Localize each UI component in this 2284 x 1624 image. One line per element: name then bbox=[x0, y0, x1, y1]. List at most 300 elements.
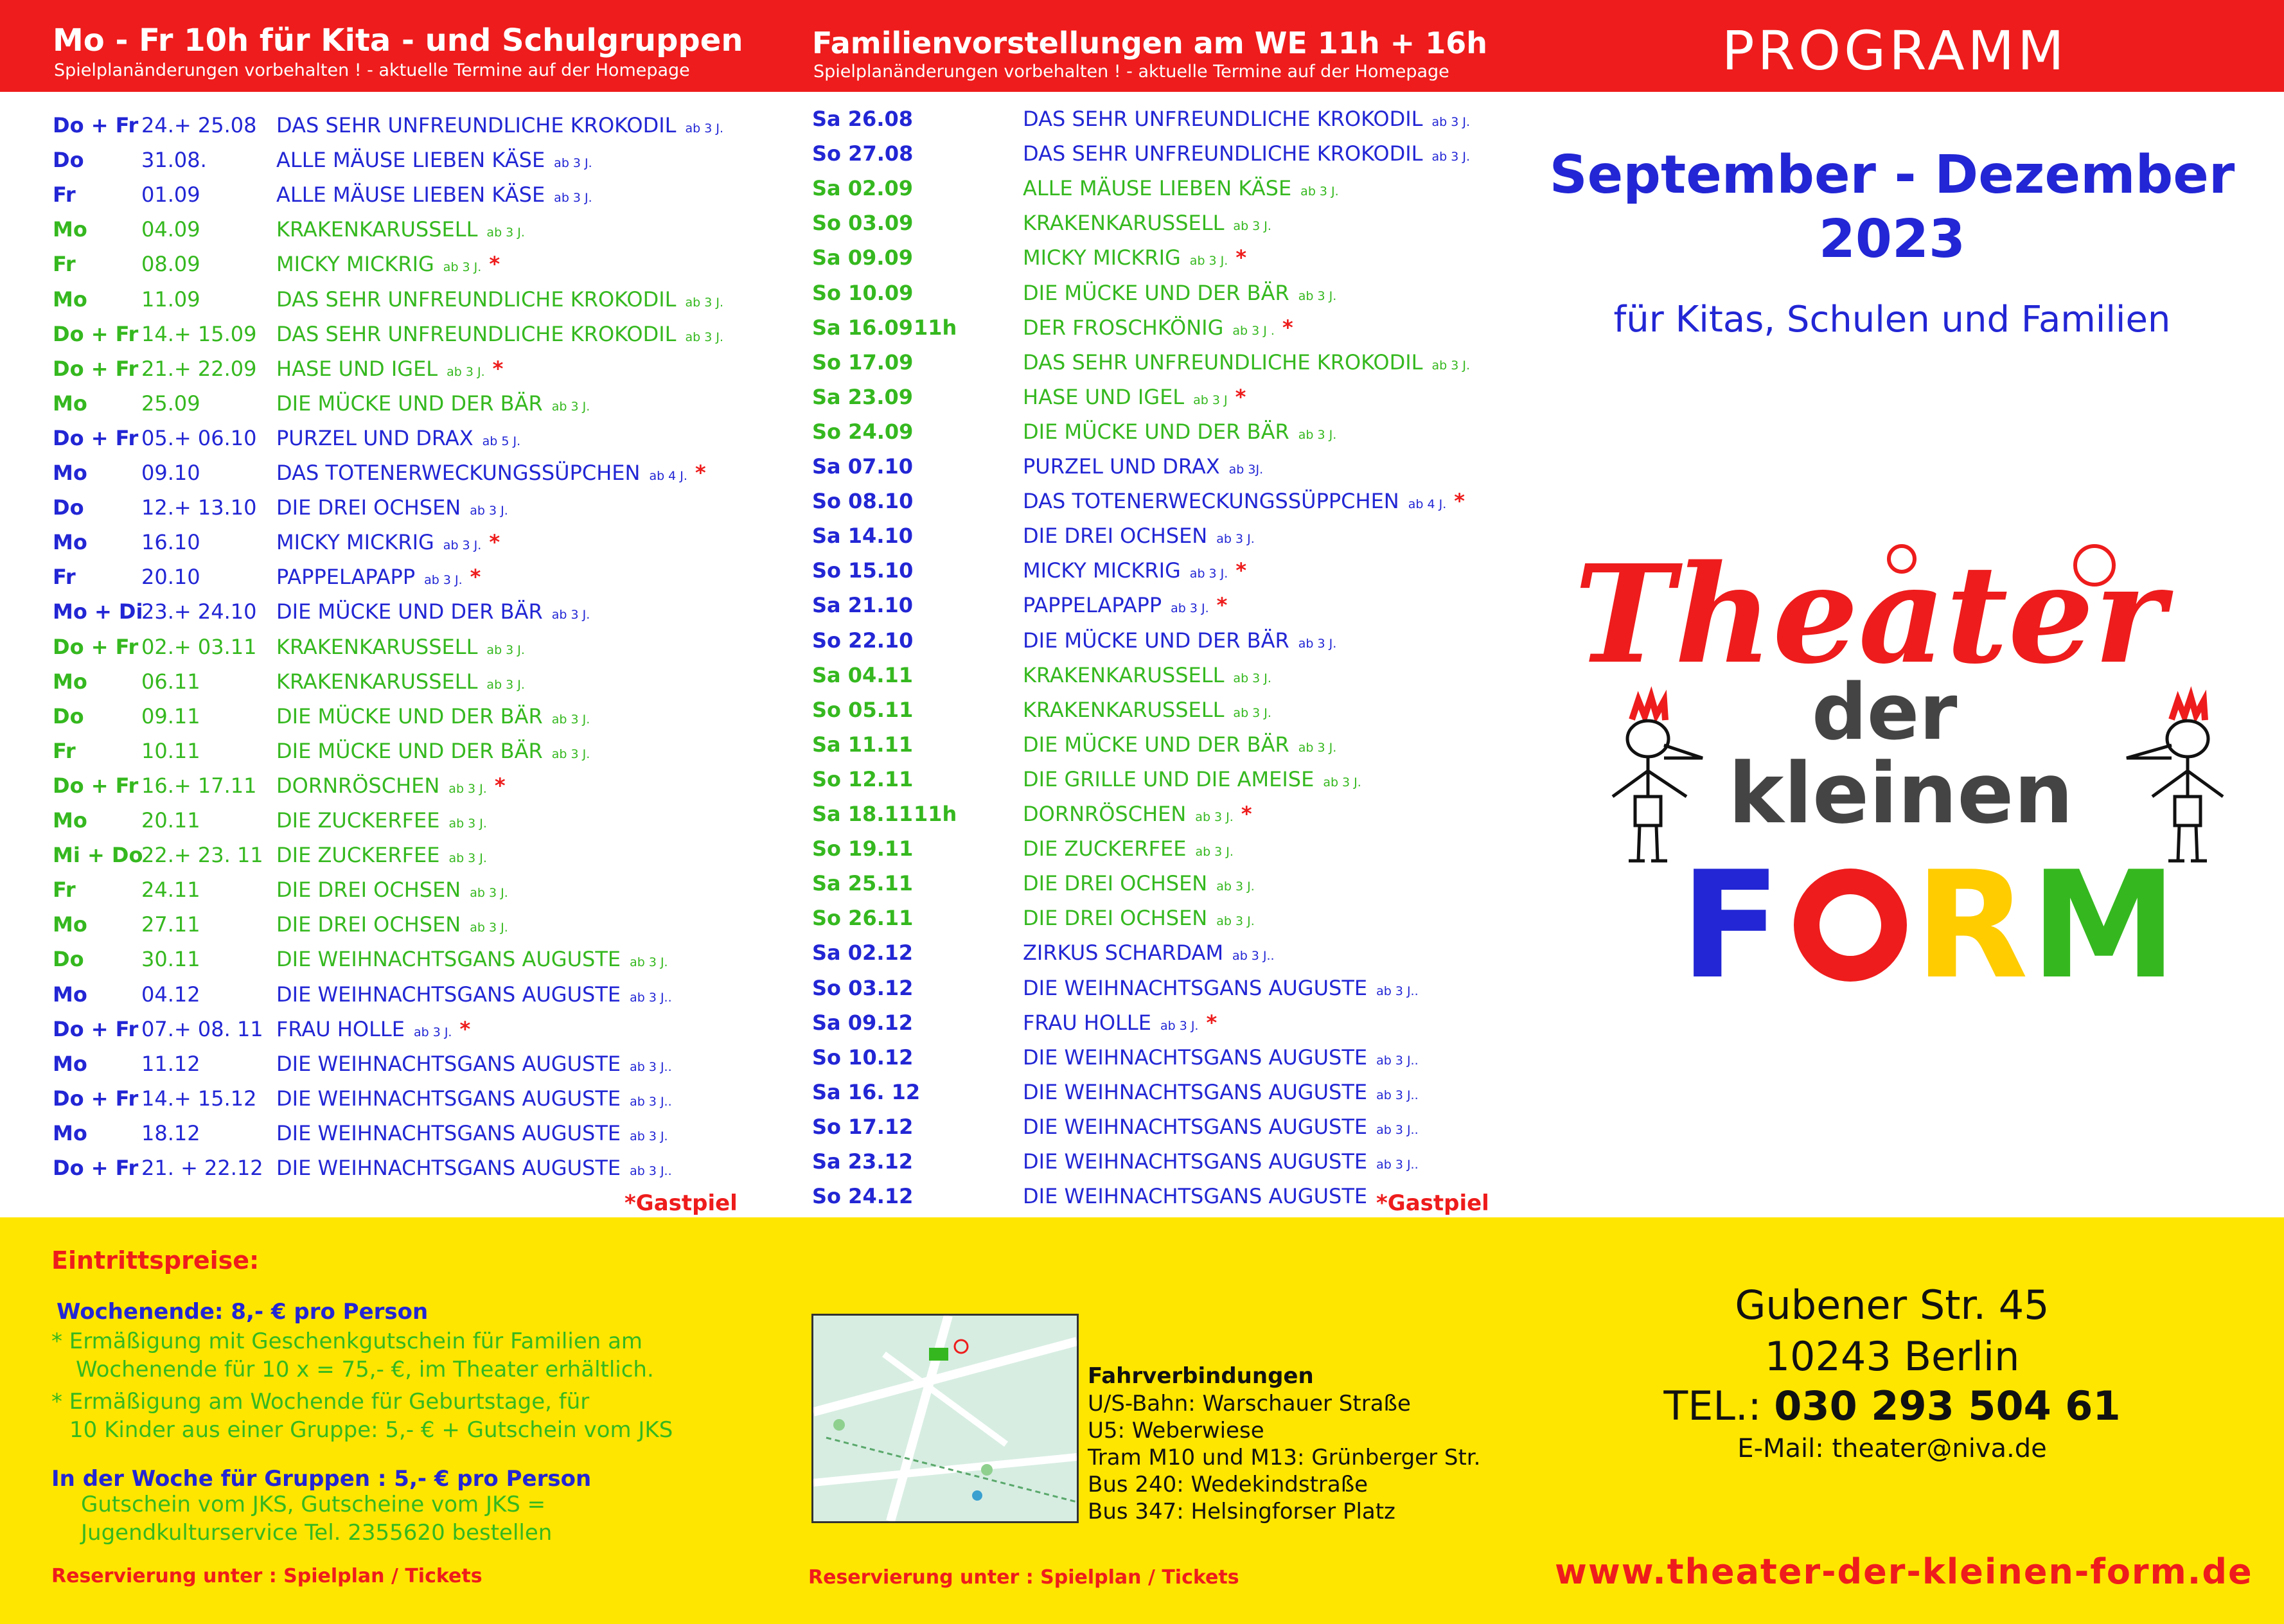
location-map bbox=[811, 1314, 1079, 1523]
row-title bbox=[276, 108, 731, 146]
schedule-row bbox=[812, 276, 1519, 310]
row-title bbox=[1023, 484, 1465, 522]
address-phone bbox=[1593, 1382, 2191, 1429]
play-title: DIE ZUCKERFEE bbox=[276, 808, 440, 833]
row-title bbox=[1023, 310, 1293, 348]
schedule-row bbox=[812, 901, 1519, 935]
play-title: DAS SEHR UNFREUNDLICHE KROKODIL bbox=[276, 113, 677, 137]
row-day: So 05.11 bbox=[812, 697, 914, 722]
age-label: ab 3 J. bbox=[447, 364, 485, 379]
age-label: ab 3 J.. bbox=[1376, 1053, 1419, 1068]
play-title: KRAKENKARUSSELL bbox=[276, 634, 478, 659]
play-title: DIE DREI OCHSEN bbox=[276, 878, 461, 903]
row-day: Sa 11.11 bbox=[812, 732, 913, 757]
row-day: Sa 23.12 bbox=[812, 1149, 913, 1174]
season-title: September - Dezember bbox=[1549, 145, 2235, 206]
play-title: DAS SEHR UNFREUNDLICHE KROKODIL bbox=[276, 321, 677, 346]
price-line-2: Wochenende für 10 x = 75,- €, im Theater erhältlich. bbox=[76, 1357, 654, 1382]
schedule-row bbox=[812, 136, 1519, 171]
guest-star-marker: * bbox=[1282, 315, 1293, 340]
logo-letter-m: M bbox=[2030, 840, 2177, 1002]
play-title: MICKY MICKRIG bbox=[276, 530, 434, 555]
row-title bbox=[1023, 414, 1344, 452]
row-day: So 17.09 bbox=[812, 349, 914, 375]
age-label: ab 3 J.. bbox=[1376, 984, 1419, 998]
row-title bbox=[1023, 276, 1344, 313]
age-label: ab 3 J. bbox=[630, 1129, 668, 1143]
row-title bbox=[1023, 623, 1344, 661]
row-day: So 10.09 bbox=[812, 280, 914, 305]
row-day: Do + Fr bbox=[53, 425, 139, 450]
row-day: So 17.12 bbox=[812, 1114, 914, 1139]
play-title: DIE MÜCKE UND DER BÄR bbox=[1023, 280, 1289, 305]
price-line-3: * Ermäßigung am Wochende für Geburtstage, für bbox=[51, 1389, 590, 1415]
age-label: ab 3 J.. bbox=[630, 1164, 672, 1178]
row-day: Do bbox=[53, 495, 84, 520]
age-label: ab 3 J. bbox=[685, 330, 723, 344]
transport-line-5: Bus 347: Helsingforser Platz bbox=[1088, 1499, 1395, 1524]
price-line-4: 10 Kinder aus einer Gruppe: 5,- € + Gutschein vom JKS bbox=[69, 1417, 673, 1443]
play-title: DIE MÜCKE UND DER BÄR bbox=[276, 738, 543, 763]
row-title bbox=[276, 872, 516, 910]
age-label: ab 3 J. bbox=[1298, 636, 1337, 651]
row-title bbox=[276, 247, 500, 285]
row-title bbox=[1023, 727, 1344, 765]
play-title: DIE MÜCKE UND DER BÄR bbox=[1023, 419, 1289, 444]
row-day: Mo bbox=[53, 217, 87, 242]
schedule-row bbox=[812, 240, 1519, 275]
row-title bbox=[1023, 553, 1246, 591]
row-date: 11.12 bbox=[141, 1051, 200, 1076]
schedule-row bbox=[812, 693, 1519, 727]
age-label: ab 3 J.. bbox=[630, 990, 672, 1005]
row-date: 10.11 bbox=[141, 738, 200, 763]
header-bar bbox=[0, 0, 2284, 92]
row-date: 20.11 bbox=[141, 808, 200, 833]
row-date: 21. + 22.12 bbox=[141, 1156, 263, 1180]
row-title bbox=[1023, 1144, 1426, 1182]
play-title: HASE UND IGEL bbox=[276, 356, 438, 381]
age-label: ab 3 J. bbox=[554, 156, 592, 171]
row-date: 21.+ 22.09 bbox=[141, 356, 257, 381]
row-day: Do + Fr bbox=[53, 773, 139, 798]
row-title bbox=[1023, 971, 1426, 1009]
row-title bbox=[1023, 518, 1262, 556]
transport-title: Fahrverbindungen bbox=[1088, 1363, 1314, 1389]
schedule-row bbox=[812, 1109, 1519, 1144]
row-date: 22.+ 23. 11 bbox=[141, 843, 263, 868]
row-day: Do + Fr bbox=[53, 634, 139, 659]
row-date: 25.09 bbox=[141, 391, 200, 416]
age-label: ab 3 J. bbox=[685, 121, 723, 136]
schedule-row bbox=[53, 1151, 759, 1185]
schedule-row bbox=[812, 553, 1519, 588]
row-day: Fr bbox=[53, 565, 76, 590]
schedule-row bbox=[53, 664, 759, 699]
play-title: PURZEL UND DRAX bbox=[1023, 454, 1220, 479]
age-label: ab 4 J. bbox=[649, 469, 687, 483]
row-title bbox=[276, 455, 706, 493]
row-day: So 26.11 bbox=[812, 906, 914, 931]
age-label: ab 3 J. bbox=[1300, 184, 1339, 199]
row-date: 27.11 bbox=[141, 912, 200, 937]
row-day: Do bbox=[53, 947, 84, 972]
row-day: Sa 02.09 bbox=[812, 176, 913, 201]
row-day: So 27.08 bbox=[812, 141, 914, 166]
schedule-row bbox=[53, 108, 759, 143]
play-title: FRAU HOLLE bbox=[1023, 1010, 1151, 1035]
row-day: Sa 09.09 bbox=[812, 245, 913, 270]
guest-star-marker: * bbox=[1216, 593, 1228, 618]
play-title: MICKY MICKRIG bbox=[276, 252, 434, 277]
row-title bbox=[1023, 866, 1262, 904]
play-title: MICKY MICKRIG bbox=[1023, 558, 1181, 583]
age-label: ab 4 J. bbox=[1408, 497, 1447, 512]
schedule-row bbox=[812, 206, 1519, 240]
play-title: DIE MÜCKE UND DER BÄR bbox=[276, 703, 543, 728]
row-day: Fr bbox=[53, 878, 76, 903]
row-title bbox=[276, 560, 481, 597]
schedule-row bbox=[53, 351, 759, 386]
play-title: DAS SEHR UNFREUNDLICHE KROKODIL bbox=[276, 287, 677, 312]
age-label: ab 3 J . bbox=[1232, 323, 1275, 338]
row-title bbox=[276, 386, 598, 424]
play-title: DORNRÖSCHEN bbox=[276, 773, 440, 798]
row-date: 06.11 bbox=[141, 669, 200, 694]
row-day: Mi + Do bbox=[53, 843, 143, 868]
guest-star-marker: * bbox=[1241, 802, 1252, 826]
price-weekend: Wochenende: 8,- € pro Person bbox=[57, 1299, 429, 1325]
schedule-row bbox=[812, 935, 1519, 970]
row-time: 11h bbox=[914, 315, 957, 340]
schedule-row bbox=[53, 421, 759, 455]
age-label: ab 3 J. bbox=[685, 295, 723, 310]
row-date: 08.09 bbox=[141, 252, 200, 277]
schedule-row bbox=[53, 1116, 759, 1151]
schedule-row bbox=[53, 942, 759, 976]
row-title bbox=[1023, 240, 1246, 278]
row-day: Sa 16.09 bbox=[812, 315, 913, 340]
row-day: Sa 02.12 bbox=[812, 940, 913, 966]
schedule-row bbox=[812, 518, 1519, 553]
play-title: DAS SEHR UNFREUNDLICHE KROKODIL bbox=[1023, 141, 1423, 166]
row-title bbox=[276, 525, 500, 563]
program-title: PROGRAMM bbox=[1722, 19, 2067, 82]
row-day: So 12.11 bbox=[812, 766, 914, 791]
play-title: KRAKENKARUSSELL bbox=[1023, 662, 1225, 687]
age-label: ab 3 J. bbox=[551, 746, 590, 761]
schedule-row bbox=[812, 971, 1519, 1005]
reservation-link-left[interactable]: Reservierung unter : Spielplan / Tickets bbox=[51, 1565, 482, 1587]
row-day: So 03.09 bbox=[812, 211, 914, 236]
row-date: 09.11 bbox=[141, 703, 200, 728]
play-title: ZIRKUS SCHARDAM bbox=[1023, 940, 1224, 966]
schedule-row bbox=[53, 247, 759, 281]
schedule-row bbox=[812, 727, 1519, 762]
play-title: KRAKENKARUSSELL bbox=[1023, 211, 1225, 236]
guest-star-marker: * bbox=[695, 461, 706, 485]
reservation-link-right[interactable]: Reservierung unter : Spielplan / Tickets bbox=[808, 1566, 1239, 1589]
gastpiel-note-left: *Gastpiel bbox=[624, 1190, 738, 1216]
row-day: Do + Fr bbox=[53, 1156, 139, 1180]
age-label: ab 3 J. bbox=[1323, 775, 1361, 790]
age-label: ab 3 J. bbox=[1298, 740, 1337, 755]
row-title bbox=[276, 1081, 680, 1119]
transport-line-4: Bus 240: Wedekindstraße bbox=[1088, 1472, 1368, 1497]
guest-star-marker: * bbox=[1206, 1010, 1217, 1035]
row-title bbox=[276, 594, 598, 632]
row-title bbox=[276, 317, 731, 355]
play-title: DORNRÖSCHEN bbox=[1023, 802, 1187, 826]
logo-letter-r: R bbox=[1915, 840, 2029, 1002]
logo-word-form bbox=[1680, 840, 2177, 1002]
play-title: DIE ZUCKERFEE bbox=[1023, 836, 1187, 861]
play-title: DIE MÜCKE UND DER BÄR bbox=[1023, 732, 1289, 757]
row-title bbox=[1023, 449, 1271, 487]
prices-title: Eintrittspreise: bbox=[51, 1246, 260, 1275]
schedule-row bbox=[812, 171, 1519, 206]
row-day: Fr bbox=[53, 738, 76, 763]
schedule-row bbox=[812, 658, 1519, 693]
row-date: 18.12 bbox=[141, 1120, 200, 1145]
row-day: Do + Fr bbox=[53, 113, 139, 137]
age-label: ab 3 J. bbox=[443, 260, 482, 275]
play-title: DIE WEIHNACHTSGANS AUGUSTE bbox=[276, 1051, 621, 1076]
age-label: ab 3 J. bbox=[1195, 810, 1234, 824]
age-label: ab 3 J. bbox=[1216, 914, 1255, 929]
play-title: DIE DREI OCHSEN bbox=[1023, 871, 1208, 896]
transport-line-1: U/S-Bahn: Warschauer Straße bbox=[1088, 1391, 1411, 1417]
row-date: 14.+ 15.09 bbox=[141, 321, 257, 346]
row-date: 24.11 bbox=[141, 878, 200, 903]
schedule-row bbox=[53, 560, 759, 594]
play-title: PAPPELAPAPP bbox=[276, 565, 416, 590]
row-title bbox=[276, 177, 600, 215]
play-title: DIE DREI OCHSEN bbox=[1023, 906, 1208, 931]
guest-star-marker: * bbox=[470, 565, 481, 590]
group-line-1: Gutschein vom JKS, Gutscheine vom JKS = bbox=[81, 1492, 546, 1517]
schedule-row bbox=[53, 734, 759, 768]
age-label: ab 3 J. bbox=[424, 573, 463, 588]
age-label: ab 3 J. bbox=[413, 1025, 452, 1039]
row-title bbox=[1023, 171, 1347, 209]
row-day: Sa 07.10 bbox=[812, 454, 913, 479]
guest-star-marker: * bbox=[492, 356, 504, 381]
row-title bbox=[276, 907, 516, 945]
row-title bbox=[276, 351, 503, 389]
row-title bbox=[276, 734, 598, 772]
schedule-row bbox=[53, 768, 759, 803]
age-label: ab 3 J. bbox=[1195, 845, 1234, 860]
row-title bbox=[276, 699, 598, 737]
row-day: Do + Fr bbox=[53, 321, 139, 346]
play-title: PURZEL UND DRAX bbox=[276, 425, 474, 450]
play-title: DAS SEHR UNFREUNDLICHE KROKODIL bbox=[1023, 349, 1423, 375]
address-city: 10243 Berlin bbox=[1764, 1333, 2020, 1380]
age-label: ab 3 J. bbox=[554, 191, 592, 206]
row-day: Sa 23.09 bbox=[812, 384, 913, 409]
row-date: 05.+ 06.10 bbox=[141, 425, 257, 450]
row-day: Sa 25.11 bbox=[812, 871, 913, 896]
schedule-row bbox=[53, 872, 759, 907]
row-date: 04.12 bbox=[141, 982, 200, 1007]
row-day: So 19.11 bbox=[812, 836, 914, 861]
guest-star-marker: * bbox=[489, 252, 500, 277]
age-label: ab 3 J. bbox=[470, 886, 508, 901]
row-day: Sa 09.12 bbox=[812, 1010, 913, 1035]
play-title: DIE WEIHNACHTSGANS AUGUSTE bbox=[276, 1156, 621, 1180]
age-label: ab 3 J. bbox=[1189, 254, 1228, 269]
play-title: DIE WEIHNACHTSGANS AUGUSTE bbox=[276, 1086, 621, 1111]
phone-number[interactable]: 030 293 504 61 bbox=[1774, 1382, 2121, 1429]
play-title: DIE WEIHNACHTSGANS AUGUSTE bbox=[1023, 1149, 1368, 1174]
age-label: ab 3 J. bbox=[1298, 288, 1337, 303]
row-title bbox=[276, 630, 533, 667]
row-title bbox=[1023, 935, 1282, 973]
audience-line: für Kitas, Schulen und Familien bbox=[1613, 299, 2171, 340]
play-title: DAS TOTENERWECKUNGSSÜPCHEN bbox=[276, 461, 641, 485]
play-title: KRAKENKARUSSELL bbox=[276, 669, 478, 694]
age-label: ab 3 J. bbox=[486, 225, 525, 240]
row-title bbox=[276, 977, 680, 1015]
guest-star-marker: * bbox=[489, 530, 500, 555]
schedule-row bbox=[812, 449, 1519, 484]
row-title bbox=[1023, 1040, 1426, 1078]
row-title bbox=[1023, 693, 1279, 730]
schedule-row bbox=[53, 212, 759, 247]
schedule-row bbox=[812, 866, 1519, 901]
row-day: Mo bbox=[53, 912, 87, 937]
schedule-row bbox=[812, 310, 1519, 345]
age-label: ab 3 J. bbox=[1189, 567, 1228, 581]
play-title: DIE DREI OCHSEN bbox=[1023, 524, 1208, 549]
transport-line-2: U5: Weberwiese bbox=[1088, 1418, 1264, 1443]
play-title: DIE WEIHNACHTSGANS AUGUSTE bbox=[276, 982, 621, 1007]
age-label: ab 3 J. bbox=[1233, 219, 1271, 234]
schedule-row bbox=[53, 386, 759, 421]
row-date: 16.+ 17.11 bbox=[141, 773, 257, 798]
row-day: Do bbox=[53, 703, 84, 728]
play-title: DIE MÜCKE UND DER BÄR bbox=[1023, 628, 1289, 653]
age-label: ab 3 J. bbox=[1171, 601, 1209, 616]
row-day: So 24.09 bbox=[812, 419, 914, 444]
play-title: PAPPELAPAPP bbox=[1023, 593, 1162, 618]
play-title: DAS SEHR UNFREUNDLICHE KROKODIL bbox=[1023, 107, 1423, 131]
age-label: ab 3 J. bbox=[1431, 115, 1470, 129]
age-label: ab 3 J. bbox=[551, 608, 590, 622]
row-title bbox=[1023, 901, 1262, 939]
row-day: Mo bbox=[53, 1051, 87, 1076]
row-title bbox=[1023, 206, 1279, 243]
email-address[interactable]: E-Mail: theater@niva.de bbox=[1737, 1434, 2047, 1463]
schedule-row bbox=[53, 1012, 759, 1046]
logo-letter-f: F bbox=[1680, 840, 1782, 1002]
row-date: 04.09 bbox=[141, 217, 200, 242]
row-date: 30.11 bbox=[141, 947, 200, 972]
schedule-row bbox=[53, 317, 759, 351]
row-title bbox=[276, 803, 495, 841]
row-title bbox=[276, 768, 506, 806]
age-label: ab 5 J. bbox=[482, 434, 521, 448]
row-title bbox=[1023, 1179, 1384, 1217]
schedule-row bbox=[812, 1040, 1519, 1075]
transport-line-3: Tram M10 und M13: Grünberger Str. bbox=[1088, 1445, 1481, 1470]
row-title bbox=[1023, 380, 1246, 418]
row-title bbox=[1023, 762, 1369, 800]
age-label: ab 3 J. bbox=[1216, 879, 1255, 894]
row-title bbox=[1023, 345, 1478, 383]
schedule-row bbox=[812, 414, 1519, 449]
schedule-row bbox=[53, 282, 759, 317]
row-day: Sa 16. 12 bbox=[812, 1079, 921, 1104]
play-title: KRAKENKARUSSELL bbox=[1023, 697, 1225, 722]
age-label: ab 3 J.. bbox=[1376, 1088, 1419, 1102]
schedule-row bbox=[53, 490, 759, 525]
row-day: Fr bbox=[53, 252, 76, 277]
age-label: ab 3 J. bbox=[1298, 427, 1337, 442]
row-day: Mo bbox=[53, 391, 87, 416]
row-title bbox=[276, 1151, 680, 1188]
row-day: Do + Fr bbox=[53, 1086, 139, 1111]
row-date: 11.09 bbox=[141, 287, 200, 312]
row-day: Mo bbox=[53, 461, 87, 485]
row-day: Mo bbox=[53, 1120, 87, 1145]
age-label: ab 3 J. bbox=[448, 781, 487, 796]
group-line-2: Jugendkulturservice Tel. 2355620 bestellen bbox=[81, 1520, 553, 1546]
age-label: ab 3 J. bbox=[470, 921, 508, 935]
row-title bbox=[276, 942, 676, 980]
schedule-row bbox=[812, 1005, 1519, 1040]
schedule-row bbox=[812, 762, 1519, 797]
play-title: DIE WEIHNACHTSGANS AUGUSTE bbox=[1023, 1079, 1368, 1104]
col2-subtitle: Spielplanänderungen vorbehalten ! - aktuelle Termine auf der Homepage bbox=[813, 62, 1449, 82]
schedule-row bbox=[812, 1144, 1519, 1179]
guest-star-marker: * bbox=[1235, 384, 1246, 409]
row-title bbox=[276, 1012, 470, 1050]
age-label: ab 3 J. bbox=[448, 816, 487, 831]
row-title bbox=[1023, 1005, 1217, 1043]
row-date: 02.+ 03.11 bbox=[141, 634, 257, 659]
row-day: So 08.10 bbox=[812, 489, 914, 514]
row-date: 23.+ 24.10 bbox=[141, 599, 257, 624]
row-day: So 24.12 bbox=[812, 1184, 914, 1209]
website-link[interactable]: www.theater-der-kleinen-form.de bbox=[1555, 1551, 2253, 1592]
age-label: ab 3J. bbox=[1228, 463, 1264, 477]
price-line-1: * Ermäßigung mit Geschenkgutschein für Familien am bbox=[51, 1328, 643, 1354]
row-title bbox=[1023, 1075, 1426, 1113]
age-label: ab 3 J. bbox=[486, 677, 525, 692]
schedule-row bbox=[53, 977, 759, 1012]
row-title bbox=[276, 490, 516, 528]
play-title: ALLE MÄUSE LIEBEN KÄSE bbox=[1023, 176, 1292, 201]
play-title: DIE WEIHNACHTSGANS AUGUSTE bbox=[1023, 1184, 1368, 1209]
schedule-row bbox=[812, 797, 1519, 831]
age-label: ab 3 J. bbox=[1160, 1018, 1199, 1033]
schedule-row bbox=[53, 594, 759, 629]
row-day: Sa 26.08 bbox=[812, 107, 913, 131]
play-title: KRAKENKARUSSELL bbox=[276, 217, 478, 242]
row-day: Sa 21.10 bbox=[812, 593, 913, 618]
age-label: ab 3 J.. bbox=[1376, 1158, 1419, 1172]
age-label: ab 3 J.. bbox=[1376, 1122, 1419, 1137]
play-title: DIE WEIHNACHTSGANS AUGUSTE bbox=[276, 1120, 621, 1145]
row-title bbox=[276, 1046, 680, 1084]
schedule-row bbox=[812, 623, 1519, 658]
row-title bbox=[276, 421, 528, 459]
schedule-row bbox=[53, 1046, 759, 1081]
play-title: DIE DREI OCHSEN bbox=[276, 912, 461, 937]
row-day: Do bbox=[53, 148, 84, 173]
